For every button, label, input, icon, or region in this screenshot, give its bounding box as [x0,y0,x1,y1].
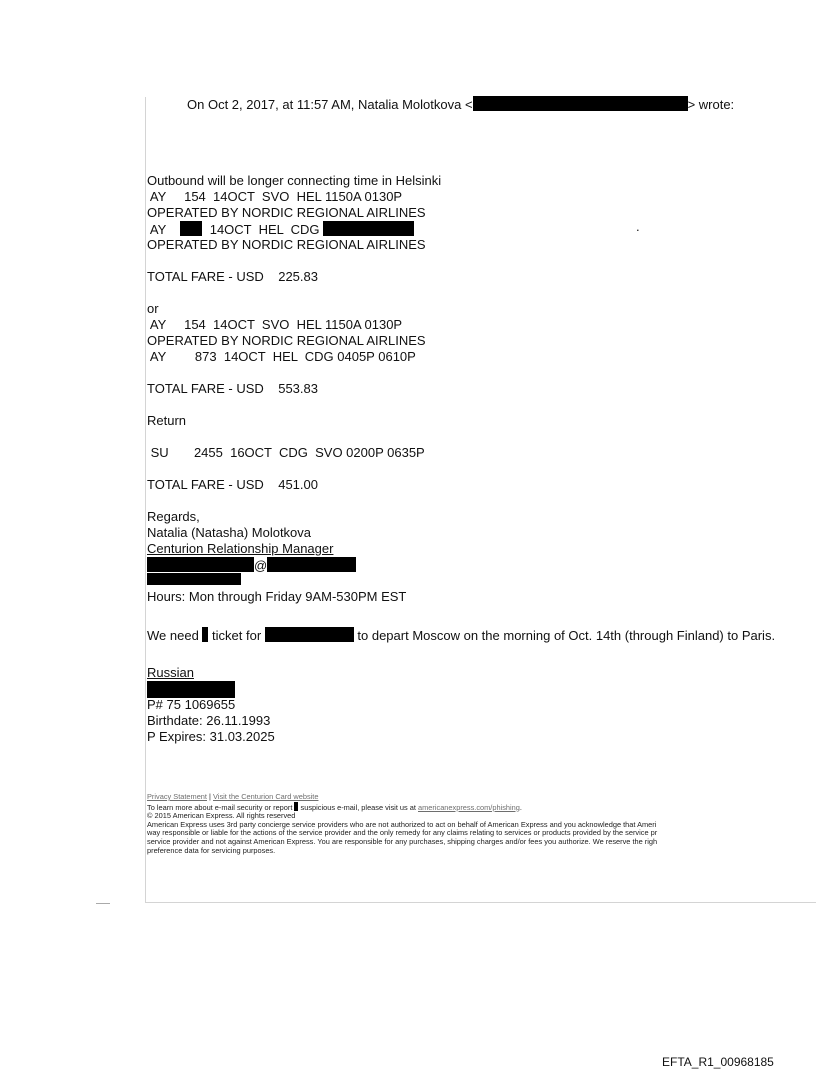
signature-title: Centurion Relationship Manager [147,541,334,556]
passenger-birthdate: Birthdate: 26.11.1993 [147,713,271,728]
option2-operated1: OPERATED BY NORDIC REGIONAL AIRLINES [147,333,426,348]
reply-header-prefix: On Oct 2, 2017, at 11:57 AM, Natalia Molotkova < [187,97,473,112]
document-id: EFTA_R1_00968185 [662,1055,774,1069]
quote-bar [145,97,146,903]
option1-total: TOTAL FARE - USD 225.83 [147,269,318,284]
option2-flight2: AY 873 14OCT HEL CDG 0405P 0610P [147,349,416,364]
passenger-nationality: Russian [147,665,194,680]
phishing-link[interactable]: americanexpress.com/phishing [418,802,520,812]
footer-links [147,793,816,802]
signature-name: Natalia (Natasha) Molotkova [147,525,312,540]
option1-operated2: OPERATED BY NORDIC REGIONAL AIRLINES [147,237,426,252]
outbound-intro: Outbound will be longer connecting time in Helsinki [147,173,442,188]
request-part2: ticket for [208,628,265,643]
signature-regards: Regards, [147,509,200,524]
redacted-flight-times [323,221,414,236]
option1-flight2 [147,221,816,237]
passenger-name-redacted [147,681,816,697]
return-flight: SU 2455 16OCT CDG SVO 0200P 0635P [147,445,425,460]
or-label: or [147,301,159,316]
passenger-passport: P# 75 1069655 [147,697,236,712]
redacted-email-domain [267,557,356,572]
footer-security-middle: suspicious e-mail, please visit us at [298,802,419,812]
privacy-statement-link[interactable]: Privacy Statement [147,792,207,801]
footer-separator: | [206,792,214,801]
signature-hours: Hours: Mon through Friday 9AM-530PM EST [147,589,407,604]
redacted-email-user [147,557,254,572]
quote-bottom-rule [145,902,816,903]
request-line [147,627,816,643]
option1-flight1: AY 154 14OCT SVO HEL 1150A 0130P [147,189,403,204]
redacted-passenger-full-name [147,681,235,698]
option1-operated1: OPERATED BY NORDIC REGIONAL AIRLINES [147,205,426,220]
scan-mark [96,903,110,904]
reply-header-suffix: > wrote: [687,97,735,112]
signature-phone [147,573,816,589]
footer-copyright: © 2015 American Express. All rights reserved [147,811,296,821]
footer-disclaimer-4: preference data for servicing purposes. [147,845,276,855]
footer-security-prefix: To learn more about e-mail security or report [147,802,295,812]
request-part3: to depart Moscow on the morning of Oct. 14th (through Finland) to Paris. [353,628,776,643]
redacted-phone [147,573,241,585]
amex-footer [147,793,816,855]
redacted-email [473,96,688,111]
return-total: TOTAL FARE - USD 451.00 [147,477,318,492]
email-body [147,173,816,745]
at-sign: @ [254,558,268,573]
footer-disclaimer-2: way responsible or liable for the actions of the service provider and the only remedy for any claims relating to services or products provided by the service pr [147,828,658,838]
option1-flight2-prefix: AY [147,222,181,237]
redacted-flight-number [180,221,202,236]
footer-disclaimer-1: American Express uses 3rd party concierge service providers who are not authorized to act on behalf of American Express and you acknowledge that Ameri [147,819,657,829]
centurion-website-link[interactable]: Visit the Centurion Card website [213,792,319,801]
footer-security-end: . [519,802,522,812]
reply-header [187,96,734,112]
return-label: Return [147,413,187,428]
option2-flight1: AY 154 14OCT SVO HEL 1150A 0130P [147,317,403,332]
footer-disclaimer-3: service provider and not against American Express. You are responsible for any purchases, shipping charges and/or fees you authorize. We reserve the righ [147,836,658,846]
signature-email [147,557,816,573]
request-part1: We need [147,628,203,643]
stray-dot: . [636,219,640,234]
option2-total: TOTAL FARE - USD 553.83 [147,381,318,396]
redacted-passenger-name [265,627,354,642]
option1-flight2-suffix: 14OCT HEL CDG [202,222,324,237]
passenger-expires: P Expires: 31.03.2025 [147,729,275,744]
